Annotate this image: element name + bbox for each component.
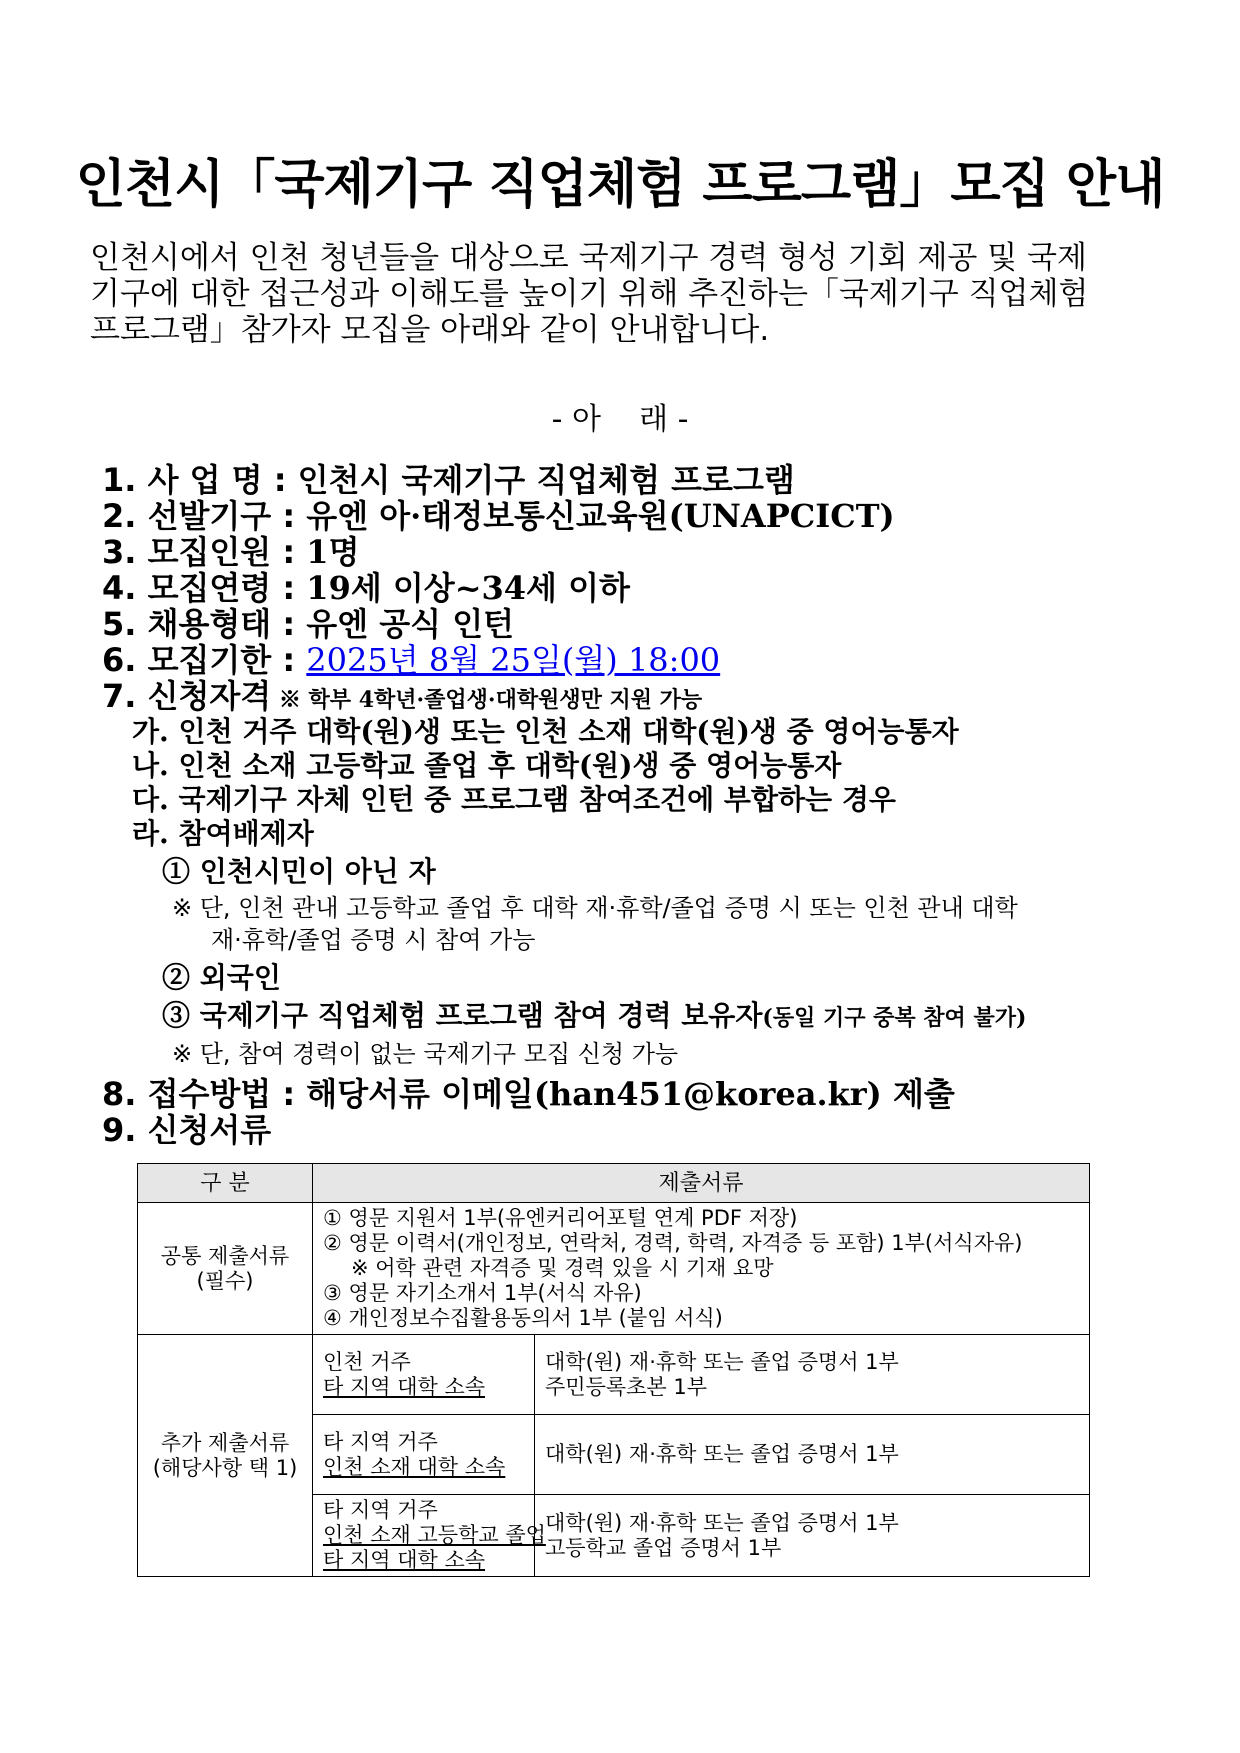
common-docs-label bbox=[138, 1203, 313, 1335]
section-divider-label: - 아 래 - bbox=[551, 402, 689, 437]
item-value: 유엔 아·태정보통신교육원(UNAPCICT) bbox=[295, 497, 895, 535]
item-note: ※ 학부 4학년·졸업생·대학원생만 지원 가능 bbox=[271, 687, 703, 713]
page-title: 인천시「국제기구 직업체험 프로그램」모집 안내 bbox=[75, 155, 1165, 215]
item-value: 유엔 공식 인턴 bbox=[295, 605, 515, 643]
item-submission-method bbox=[102, 1076, 955, 1112]
exclusion-3 bbox=[162, 1000, 1026, 1034]
item-business-name bbox=[102, 462, 795, 498]
exclusion-2: ② 외국인 bbox=[162, 961, 281, 994]
item-employment-type bbox=[102, 606, 514, 642]
case-cell bbox=[313, 1415, 535, 1495]
cell-text: 고등학교 졸업 증명서 1부 bbox=[545, 1535, 782, 1560]
qual-da: 다. 국제기구 자체 인턴 중 프로그램 참여조건에 부합하는 경우 bbox=[132, 783, 896, 816]
intro-paragraph bbox=[90, 240, 1150, 348]
exclusion-1-note: ※ 단, 인천 관내 고등학교 졸업 후 대학 재·휴학/졸업 증명 시 또는 인천 관내 대학 bbox=[172, 894, 1018, 922]
item-label: 4. 모집연령 : bbox=[102, 569, 296, 607]
item-label: 5. 채용형태 : bbox=[102, 605, 296, 643]
cell-text: (해당사항 택 1) bbox=[152, 1455, 298, 1480]
qual-ra: 라. 참여배제자 bbox=[132, 817, 314, 850]
qual-ga: 가. 인천 거주 대학(원)생 또는 인천 소재 대학(원)생 중 영어능통자 bbox=[132, 715, 959, 748]
item-value: 19세 이상~34세 이하 bbox=[295, 569, 630, 607]
item-label: 6. 모집기한 : bbox=[102, 641, 296, 679]
item-selecting-org bbox=[102, 498, 895, 534]
doc-item: ④ 개인정보수집활용동의서 1부 (붙임 서식) bbox=[323, 1306, 723, 1330]
cell-text: (필수) bbox=[196, 1268, 254, 1293]
exclusion-3-note: ※ 단, 참여 경력이 없는 국제기구 모집 신청 가능 bbox=[172, 1040, 679, 1068]
item-deadline bbox=[102, 642, 720, 678]
cell-text: 대학(원) 재·휴학 또는 졸업 증명서 1부 bbox=[545, 1510, 899, 1535]
cell-text: 대학(원) 재·휴학 또는 졸업 증명서 1부 bbox=[545, 1349, 899, 1374]
qual-na: 나. 인천 소재 고등학교 졸업 후 대학(원)생 중 영어능통자 bbox=[132, 749, 842, 782]
item-label: 9. 신청서류 bbox=[102, 1111, 272, 1149]
item-label: 3. 모집인원 : bbox=[102, 533, 296, 571]
documents-table bbox=[137, 1163, 1090, 1577]
table-row bbox=[138, 1335, 1090, 1415]
item-value: 1명 bbox=[295, 533, 360, 571]
doc-cell bbox=[535, 1335, 1090, 1415]
cell-text: 인천 소재 고등학교 졸업 bbox=[323, 1523, 546, 1547]
item-recruit-age bbox=[102, 570, 630, 606]
case-cell bbox=[313, 1335, 535, 1415]
item-label: 7. 신청자격 bbox=[102, 677, 272, 715]
cell-text: 인천 거주 bbox=[323, 1349, 411, 1374]
cell-text: 타 지역 거주 bbox=[323, 1498, 438, 1522]
cell-text: 인천 소재 대학 소속 bbox=[323, 1454, 506, 1479]
common-docs-list bbox=[313, 1203, 1090, 1335]
doc-item-note: ※ 어학 관련 자격증 및 경력 있을 시 기재 요망 bbox=[351, 1256, 774, 1280]
header-category: 구 분 bbox=[138, 1164, 313, 1203]
exclusion-1-note-cont: 재·휴학/졸업 증명 시 참여 가능 bbox=[211, 926, 536, 954]
doc-item: ③ 영문 자기소개서 1부(서식 자유) bbox=[323, 1281, 642, 1305]
cell-text: 타 지역 거주 bbox=[323, 1429, 438, 1454]
exclusion-1: ① 인천시민이 아닌 자 bbox=[162, 855, 436, 888]
doc-item: ② 영문 이력서(개인정보, 연락처, 경력, 학력, 자격증 등 포함) 1부(서식자유) bbox=[323, 1231, 1023, 1255]
item-qualification bbox=[102, 678, 702, 718]
item-label: 8. 접수방법 : bbox=[102, 1075, 296, 1113]
cell-text: 주민등록초본 1부 bbox=[545, 1374, 708, 1399]
doc-cell bbox=[535, 1415, 1090, 1495]
item-value: 해당서류 이메일(han451@korea.kr) 제출 bbox=[295, 1075, 955, 1113]
item-documents bbox=[102, 1112, 271, 1148]
exclusion-3-text: ③ 국제기구 직업체험 프로그램 참여 경력 보유자 bbox=[162, 999, 763, 1032]
intro-line: 인천시에서 인천 청년들을 대상으로 국제기구 경력 형성 기회 제공 및 국제 bbox=[90, 240, 1087, 276]
table-header-row bbox=[138, 1164, 1090, 1203]
intro-line: 프로그램」참가자 모집을 아래와 같이 안내합니다. bbox=[90, 312, 770, 348]
cell-text: 타 지역 대학 소속 bbox=[323, 1374, 486, 1399]
doc-item: ① 영문 지원서 1부(유엔커리어포털 연계 PDF 저장) bbox=[323, 1206, 798, 1230]
case-cell bbox=[313, 1495, 546, 1577]
deadline-link[interactable]: 2025년 8월 25일(월) 18:00 bbox=[306, 641, 721, 679]
table-row bbox=[138, 1203, 1090, 1335]
doc-cell bbox=[535, 1495, 1090, 1577]
item-value: 인천시 국제기구 직업체험 프로그램 bbox=[286, 461, 795, 499]
header-documents: 제출서류 bbox=[313, 1164, 1090, 1203]
extra-docs-label bbox=[138, 1335, 313, 1577]
cell-text: 대학(원) 재·휴학 또는 졸업 증명서 1부 bbox=[545, 1442, 899, 1466]
item-label: 2. 선발기구 : bbox=[102, 497, 296, 535]
cell-text: 공통 제출서류 bbox=[160, 1243, 290, 1268]
cell-text: 추가 제출서류 bbox=[160, 1430, 290, 1455]
item-label: 1. 사 업 명 : bbox=[102, 461, 287, 499]
item-recruit-count bbox=[102, 534, 359, 570]
cell-text: 타 지역 대학 소속 bbox=[323, 1548, 486, 1572]
exclusion-3-small: (동일 기구 중복 참여 불가) bbox=[762, 1005, 1027, 1031]
intro-line: 기구에 대한 접근성과 이해도를 높이기 위해 추진하는「국제기구 직업체험 bbox=[90, 276, 1089, 312]
